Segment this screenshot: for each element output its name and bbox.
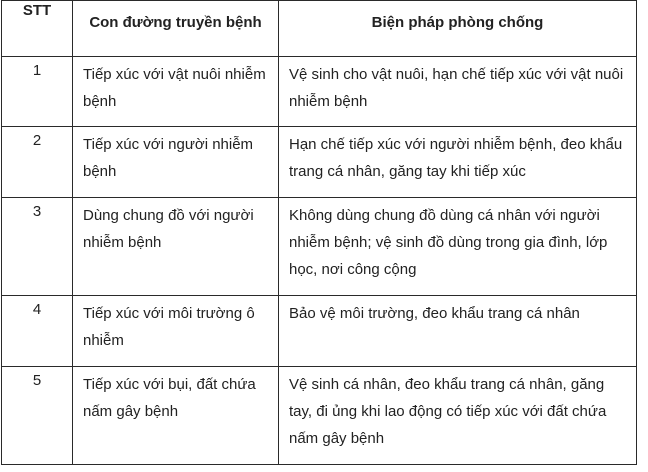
header-transmission-route: Con đường truyền bệnh [73, 1, 279, 57]
cell-transmission-route: Dùng chung đồ với người nhiễm bệnh [73, 198, 279, 296]
table-row [2, 127, 637, 198]
cell-prevention-measure: Không dùng chung đồ dùng cá nhân với người nhiễm bệnh; vệ sinh đồ dùng trong gia đình, lớp học, nơi công cộng [279, 198, 637, 296]
table-row [2, 57, 637, 127]
cell-prevention-measure: Hạn chế tiếp xúc với người nhiễm bệnh, đeo khẩu trang cá nhân, găng tay khi tiếp xúc [279, 127, 637, 198]
cell-transmission-route: Tiếp xúc với môi trường ô nhiễm [73, 296, 279, 367]
cell-transmission-route: Tiếp xúc với người nhiễm bệnh [73, 127, 279, 198]
cell-transmission-route: Tiếp xúc với bụi, đất chứa nấm gây bệnh [73, 367, 279, 465]
table-row [2, 198, 637, 296]
table-row [2, 367, 637, 465]
cell-prevention-measure: Vệ sinh cho vật nuôi, hạn chế tiếp xúc với vật nuôi nhiễm bệnh [279, 57, 637, 127]
cell-stt: 2 [2, 127, 73, 198]
table-row [2, 296, 637, 367]
header-prevention-measure: Biện pháp phòng chống [279, 1, 637, 57]
header-stt: STT [2, 1, 73, 57]
cell-stt: 1 [2, 57, 73, 127]
table-header-row [2, 1, 637, 57]
cell-prevention-measure: Vệ sinh cá nhân, đeo khẩu trang cá nhân, găng tay, đi ủng khi lao động có tiếp xúc với đất chứa nấm gây bệnh [279, 367, 637, 465]
disease-prevention-table [1, 0, 637, 465]
cell-stt: 5 [2, 367, 73, 465]
cell-stt: 3 [2, 198, 73, 296]
cell-transmission-route: Tiếp xúc với vật nuôi nhiễm bệnh [73, 57, 279, 127]
cell-prevention-measure: Bảo vệ môi trường, đeo khẩu trang cá nhân [279, 296, 637, 367]
cell-stt: 4 [2, 296, 73, 367]
